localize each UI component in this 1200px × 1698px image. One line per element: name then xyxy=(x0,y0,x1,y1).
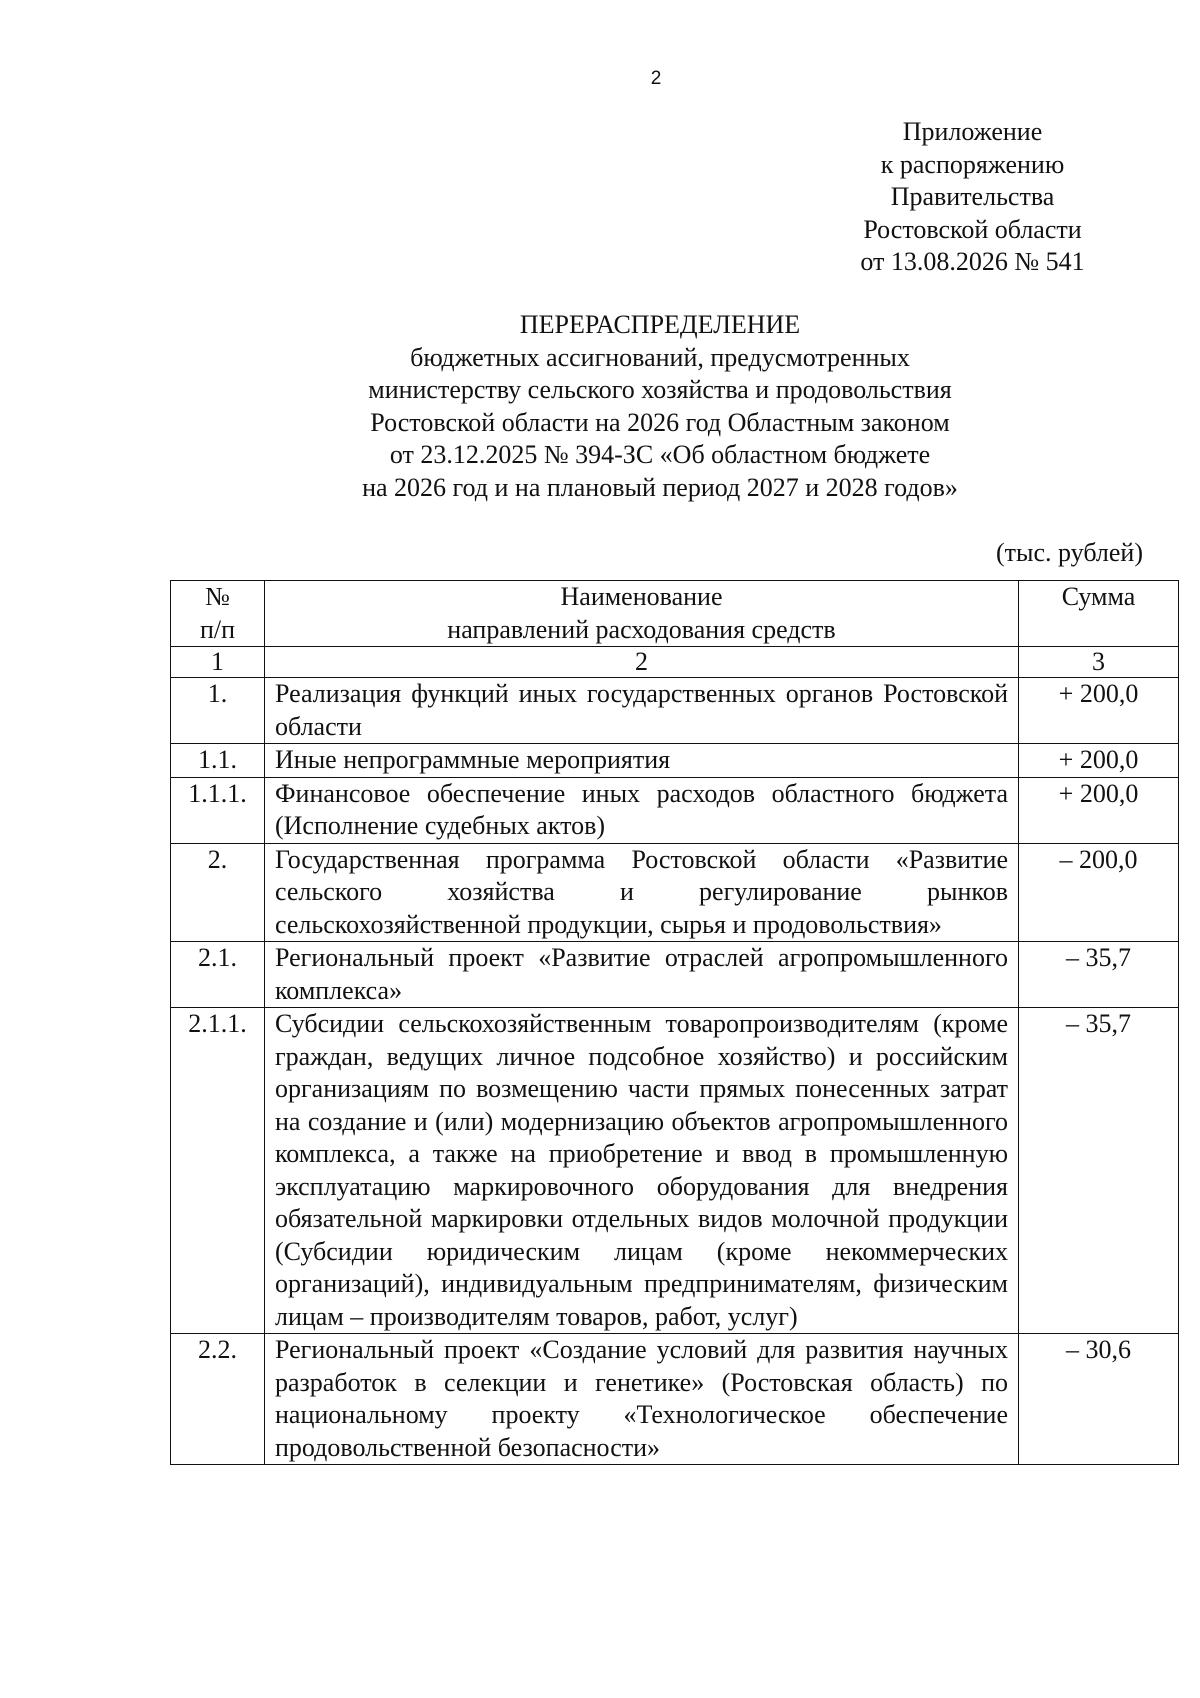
row-sum: – 200,0 xyxy=(1019,843,1179,942)
column-number: 3 xyxy=(1019,647,1179,678)
row-sum: + 200,0 xyxy=(1019,678,1179,744)
column-number: 1 xyxy=(171,647,265,678)
heading-line: на 2026 год и на плановый период 2027 и 2028 годов» xyxy=(362,472,958,502)
row-name: Региональный проект «Развитие отраслей агропромышленного комплекса» xyxy=(265,942,1019,1008)
row-number: 1. xyxy=(171,678,265,744)
row-number: 2.1. xyxy=(171,942,265,1008)
column-number: 2 xyxy=(265,647,1019,678)
heading-line: Ростовской области на 2026 год Областным законом xyxy=(370,407,950,437)
header-name-line1: Наименование xyxy=(560,582,723,611)
table-row xyxy=(171,1334,1179,1465)
row-sum: – 35,7 xyxy=(1019,1008,1179,1334)
appendix-line: от 13.08.2026 № 541 xyxy=(860,247,1085,276)
document-title: ПЕРЕРАСПРЕДЕЛЕНИЕ xyxy=(519,310,801,339)
table-row xyxy=(171,942,1179,1008)
row-name: Субсидии сельскохозяйственным товаропроизводителям (кроме граждан, ведущих личное подсобное хозяйство) и российским организациям по возмещению части прямых понесенных затрат на создание и (или) модернизацию объектов агропромышленного комплекса, а также на приобретение и ввод в промышленную эксплуатацию маркировочного оборудования для внедрения обязательной маркировки отдельных видов молочной продукции (Субсидии юридическим лицам (кроме некоммерческих организаций), индивидуальным предпринимателям, физическим лицам – производителям товаров, работ, услуг) xyxy=(265,1008,1019,1334)
table-row xyxy=(171,744,1179,778)
row-name: Государственная программа Ростовской области «Развитие сельского хозяйства и регулирование рынков сельскохозяйственной продукции, сырья и продовольствия» xyxy=(265,843,1019,942)
row-number: 2.1.1. xyxy=(171,1008,265,1334)
row-number: 1.1.1. xyxy=(171,777,265,843)
table-header-row xyxy=(171,581,1179,647)
budget-table xyxy=(170,580,1179,1465)
row-number: 2. xyxy=(171,843,265,942)
header-sum-cell: Сумма xyxy=(1019,581,1179,647)
appendix-line: Приложение xyxy=(902,117,1043,146)
row-sum: – 35,7 xyxy=(1019,942,1179,1008)
header-name-line2: направлений расходования средств xyxy=(447,614,836,644)
header-num-line1: № xyxy=(205,582,230,611)
row-sum: + 200,0 xyxy=(1019,777,1179,843)
row-number: 2.2. xyxy=(171,1334,265,1465)
row-sum: + 200,0 xyxy=(1019,744,1179,778)
heading-line: от 23.12.2025 № 394-ЗС «Об областном бюджете xyxy=(389,440,931,469)
row-number: 1.1. xyxy=(171,744,265,778)
row-sum: – 30,6 xyxy=(1019,1334,1179,1465)
page-number: 2 xyxy=(650,68,662,89)
heading-line: министерству сельского хозяйства и продовольствия xyxy=(368,375,952,404)
table-row xyxy=(171,843,1179,942)
row-name: Финансовое обеспечение иных расходов областного бюджета (Исполнение судебных актов) xyxy=(265,777,1019,843)
table-row xyxy=(171,1008,1179,1334)
table-row xyxy=(171,777,1179,843)
appendix-line: к распоряжению xyxy=(880,149,1065,179)
row-name: Иные непрограммные мероприятия xyxy=(265,744,1019,778)
row-name: Региональный проект «Создание условий для развития научных разработок в селекции и генетике» (Ростовская область) по национальному проекту «Технологическое обеспечение продовольственной безопасности» xyxy=(265,1334,1019,1465)
appendix-line: Правительства xyxy=(890,182,1055,211)
column-numbers-row xyxy=(171,647,1179,678)
appendix-block xyxy=(830,116,1115,279)
header-num-line2: п/п xyxy=(199,614,236,644)
table-row xyxy=(171,678,1179,744)
row-name: Реализация функций иных государственных органов Ростовской области xyxy=(265,678,1019,744)
document-heading xyxy=(260,309,1060,504)
header-name-cell xyxy=(265,581,1019,647)
appendix-line: Ростовской области xyxy=(863,214,1082,244)
header-num-cell xyxy=(171,581,265,647)
units-label: (тыс. рублей) xyxy=(995,538,1143,567)
heading-line: бюджетных ассигнований, предусмотренных xyxy=(410,342,910,372)
